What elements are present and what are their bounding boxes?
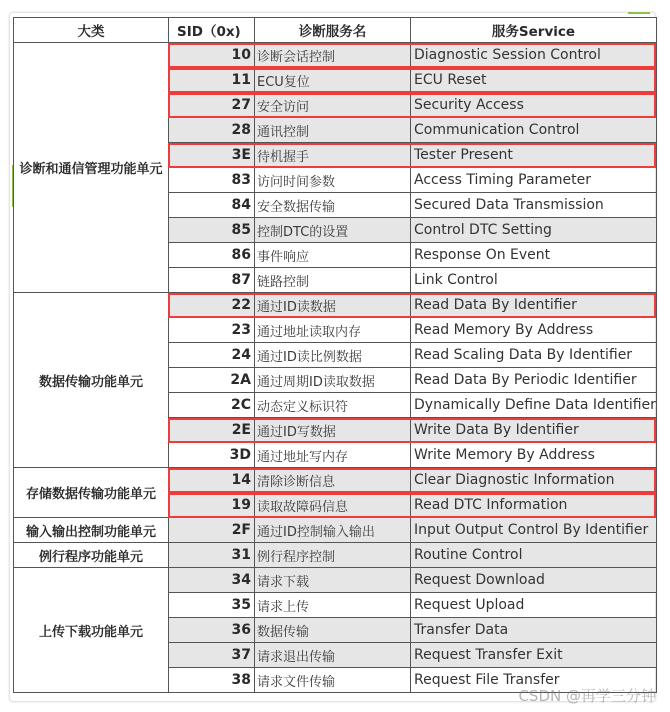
cn-name-cell: 通过周期ID读取数据 <box>255 368 411 393</box>
category-cell: 输入输出控制功能单元 <box>14 518 169 543</box>
cn-name-cell: 安全数据传输 <box>255 193 411 218</box>
cn-name-cell: 待机握手 <box>255 143 411 168</box>
sid-cell: 85 <box>169 218 255 243</box>
cn-name-cell: 例行程序控制 <box>255 543 411 568</box>
sid-cell: 38 <box>169 668 255 693</box>
service-name-cell: Routine Control <box>411 543 657 568</box>
table-row <box>14 518 657 543</box>
service-name-cell: Request File Transfer <box>411 668 657 693</box>
cn-name-cell: 请求退出传输 <box>255 643 411 668</box>
cn-name-cell: 数据传输 <box>255 618 411 643</box>
service-name-cell: Link Control <box>411 268 657 293</box>
service-name-cell: Tester Present <box>411 143 657 168</box>
sid-cell: 28 <box>169 118 255 143</box>
service-name-cell: Transfer Data <box>411 618 657 643</box>
service-name-cell: Dynamically Define Data Identifier <box>411 393 657 418</box>
header-category: 大类 <box>14 18 169 43</box>
sid-cell: 3D <box>169 443 255 468</box>
service-name-cell: Request Download <box>411 568 657 593</box>
sid-cell: 84 <box>169 193 255 218</box>
cn-name-cell: 事件响应 <box>255 243 411 268</box>
service-name-cell: Diagnostic Session Control <box>411 43 657 68</box>
sid-cell: 11 <box>169 68 255 93</box>
category-cell: 数据传输功能单元 <box>14 293 169 468</box>
sid-cell: 27 <box>169 93 255 118</box>
sid-cell: 86 <box>169 243 255 268</box>
cn-name-cell: 通讯控制 <box>255 118 411 143</box>
header-service: 服务Service <box>411 18 657 43</box>
service-name-cell: Read DTC Information <box>411 493 657 518</box>
cn-name-cell: 通过ID读数据 <box>255 293 411 318</box>
header-cn-name: 诊断服务名 <box>255 18 411 43</box>
sid-cell: 83 <box>169 168 255 193</box>
service-name-cell: Clear Diagnostic Information <box>411 468 657 493</box>
sid-cell: 34 <box>169 568 255 593</box>
table-row <box>14 543 657 568</box>
cn-name-cell: 访问时间参数 <box>255 168 411 193</box>
service-name-cell: Request Transfer Exit <box>411 643 657 668</box>
service-name-cell: Response On Event <box>411 243 657 268</box>
service-name-cell: Write Memory By Address <box>411 443 657 468</box>
service-name-cell: Security Access <box>411 93 657 118</box>
cn-name-cell: 控制DTC的设置 <box>255 218 411 243</box>
sid-cell: 31 <box>169 543 255 568</box>
sid-cell: 19 <box>169 493 255 518</box>
sid-cell: 24 <box>169 343 255 368</box>
cn-name-cell: 诊断会话控制 <box>255 43 411 68</box>
table-row <box>14 293 657 318</box>
uds-services-table <box>13 17 657 693</box>
cn-name-cell: 清除诊断信息 <box>255 468 411 493</box>
sid-cell: 87 <box>169 268 255 293</box>
service-name-cell: Secured Data Transmission <box>411 193 657 218</box>
service-name-cell: Write Data By Identifier <box>411 418 657 443</box>
cn-name-cell: 通过ID写数据 <box>255 418 411 443</box>
service-name-cell: ECU Reset <box>411 68 657 93</box>
category-cell: 上传下载功能单元 <box>14 568 169 693</box>
category-cell: 例行程序功能单元 <box>14 543 169 568</box>
sid-cell: 36 <box>169 618 255 643</box>
service-name-cell: Read Memory By Address <box>411 318 657 343</box>
table-header-row <box>14 18 657 43</box>
cn-name-cell: 读取故障码信息 <box>255 493 411 518</box>
cn-name-cell: 链路控制 <box>255 268 411 293</box>
cn-name-cell: 请求下载 <box>255 568 411 593</box>
category-cell: 存储数据传输功能单元 <box>14 468 169 518</box>
header-sid: SID（0x) <box>169 18 255 43</box>
service-name-cell: Read Data By Periodic Identifier <box>411 368 657 393</box>
sid-cell: 2E <box>169 418 255 443</box>
green-accent-mark <box>628 12 650 14</box>
category-cell: 诊断和通信管理功能单元 <box>14 43 169 293</box>
sid-cell: 10 <box>169 43 255 68</box>
sid-cell: 14 <box>169 468 255 493</box>
table-body <box>14 43 657 693</box>
cn-name-cell: 动态定义标识符 <box>255 393 411 418</box>
sid-cell: 3E <box>169 143 255 168</box>
cn-name-cell: 通过地址写内存 <box>255 443 411 468</box>
sid-cell: 22 <box>169 293 255 318</box>
service-name-cell: Access Timing Parameter <box>411 168 657 193</box>
sid-cell: 2A <box>169 368 255 393</box>
service-name-cell: Control DTC Setting <box>411 218 657 243</box>
sid-cell: 37 <box>169 643 255 668</box>
cn-name-cell: 通过ID读比例数据 <box>255 343 411 368</box>
service-name-cell: Request Upload <box>411 593 657 618</box>
cn-name-cell: 通过ID控制输入输出 <box>255 518 411 543</box>
sid-cell: 35 <box>169 593 255 618</box>
service-name-cell: Read Data By Identifier <box>411 293 657 318</box>
sid-cell: 23 <box>169 318 255 343</box>
table-row <box>14 468 657 493</box>
sid-cell: 2F <box>169 518 255 543</box>
watermark: CSDN @再学三分钟 <box>518 687 656 705</box>
cn-name-cell: 安全访问 <box>255 93 411 118</box>
table-row <box>14 568 657 593</box>
cn-name-cell: 请求文件传输 <box>255 668 411 693</box>
sid-cell: 2C <box>169 393 255 418</box>
cn-name-cell: 通过地址读取内存 <box>255 318 411 343</box>
table-row <box>14 43 657 68</box>
service-name-cell: Communication Control <box>411 118 657 143</box>
service-name-cell: Read Scaling Data By Identifier <box>411 343 657 368</box>
cn-name-cell: ECU复位 <box>255 68 411 93</box>
service-name-cell: Input Output Control By Identifier <box>411 518 657 543</box>
cn-name-cell: 请求上传 <box>255 593 411 618</box>
